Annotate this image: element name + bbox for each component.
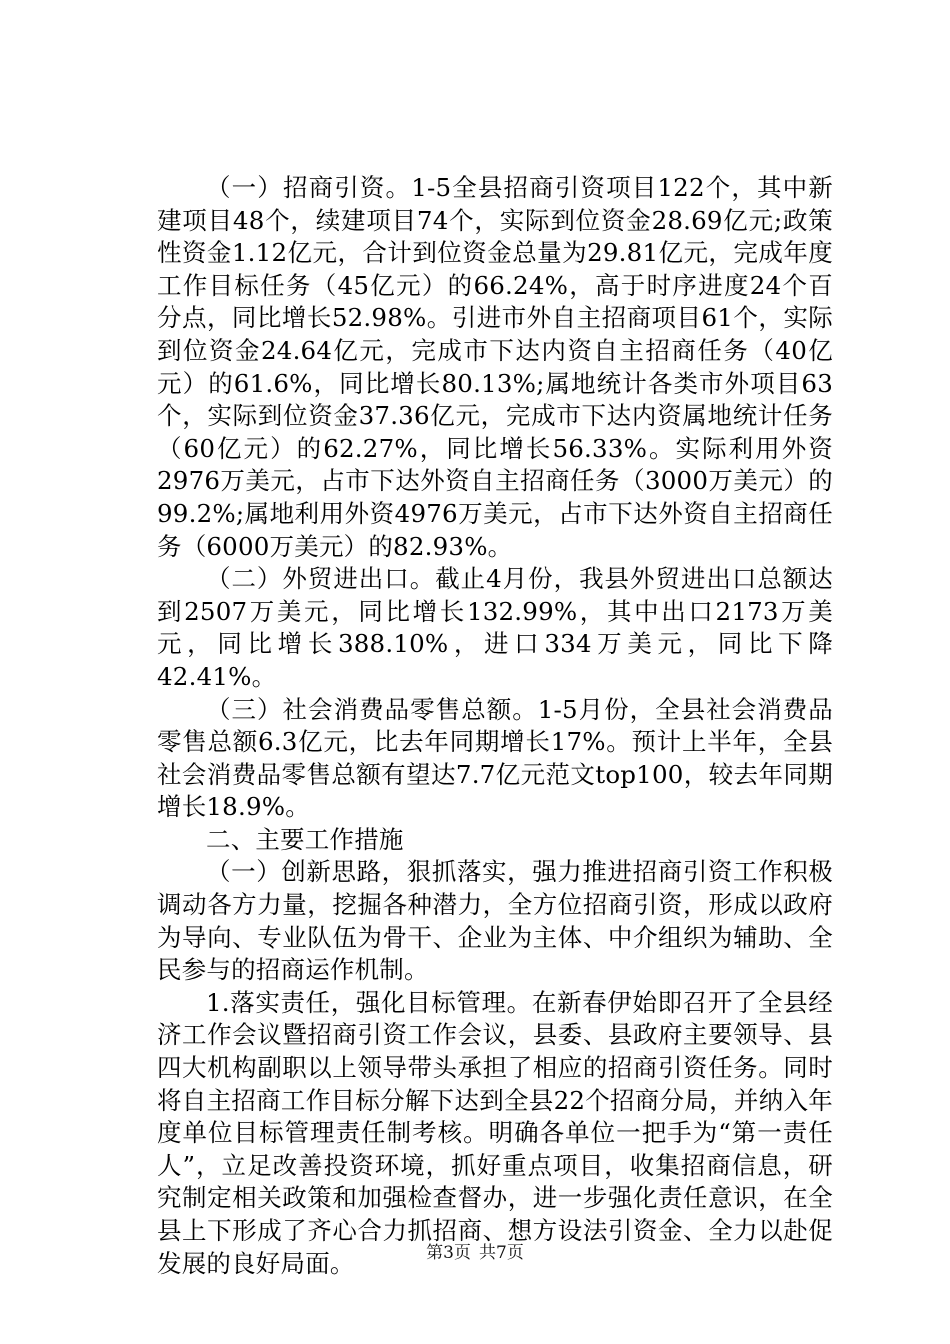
paragraph-investment-attraction: （一）招商引资。1-5全县招商引资项目122个，其中新建项目48个，续建项目74个，实际到位资金28.69亿元;政策性资金1.12亿元，合计到位资金总量为29.81亿元，完成年度工作目标任务（45亿元）的66.24%，高于时序进度24个百分点，同比增长52.98%。引进市外自主招商项目61个，实际到位资金24.64亿元，完成市下达内资自主招商任务（40亿元）的61.6%，同比增长80.13%;属地统计各类市外项目63个，实际到位资金37.36亿元，完成市下达内资属地统计任务（60亿元）的62.27%，同比增长56.33%。实际利用外资2976万美元，占市下达外资自主招商任务（3000万美元）的99.2%;属地利用外资4976万美元，占市下达外资自主招商任务（6000万美元）的82.93%。 — [157, 173, 833, 561]
section-heading-main-measures: 二、主要工作措施 — [206, 824, 404, 854]
document-body — [157, 172, 833, 1280]
paragraph-innovation-approach: （一）创新思路，狠抓落实，强力推进招商引资工作积极调动各方力量，挖掘各种潜力，全方位招商引资，形成以政府为导向、专业队伍为骨干、企业为主体、中介组织为辅助、全民参与的招商运作机制。 — [157, 857, 833, 985]
paragraph-foreign-trade: （二）外贸进出口。截止4月份，我县外贸进出口总额达到2507万美元，同比增长132.99%，其中出口2173万美元，同比增长388.10%，进口334万美元，同比下降42.41%。 — [157, 564, 833, 691]
page-total: 共7页 — [479, 1243, 524, 1263]
paragraph-responsibility-implementation: 1.落实责任，强化目标管理。在新春伊始即召开了全县经济工作会议暨招商引资工作会议，县委、县政府主要领导、县四大机构副职以上领导带头承担了相应的招商引资任务。同时将自主招商工作目标分解下达到全县22个招商分局，并纳入年度单位目标管理责任制考核。明确各单位一把手为“第一责任人”，立足改善投资环境，抓好重点项目，收集招商信息，研究制定相关政策和加强检查督办，进一步强化责任意识，在全县上下形成了齐心合力抓招商、想方设法引资金、全力以赴促发展的良好局面。 — [157, 987, 833, 1278]
page-number: 第3页 — [426, 1243, 471, 1263]
paragraph-retail-sales: （三）社会消费品零售总额。1-5月份，全县社会消费品零售总额6.3亿元，比去年同期增长17%。预计上半年，全县社会消费品零售总额有望达7.7亿元范文top100，较去年同期增长18.9%。 — [157, 694, 833, 822]
page-footer — [0, 1242, 950, 1264]
